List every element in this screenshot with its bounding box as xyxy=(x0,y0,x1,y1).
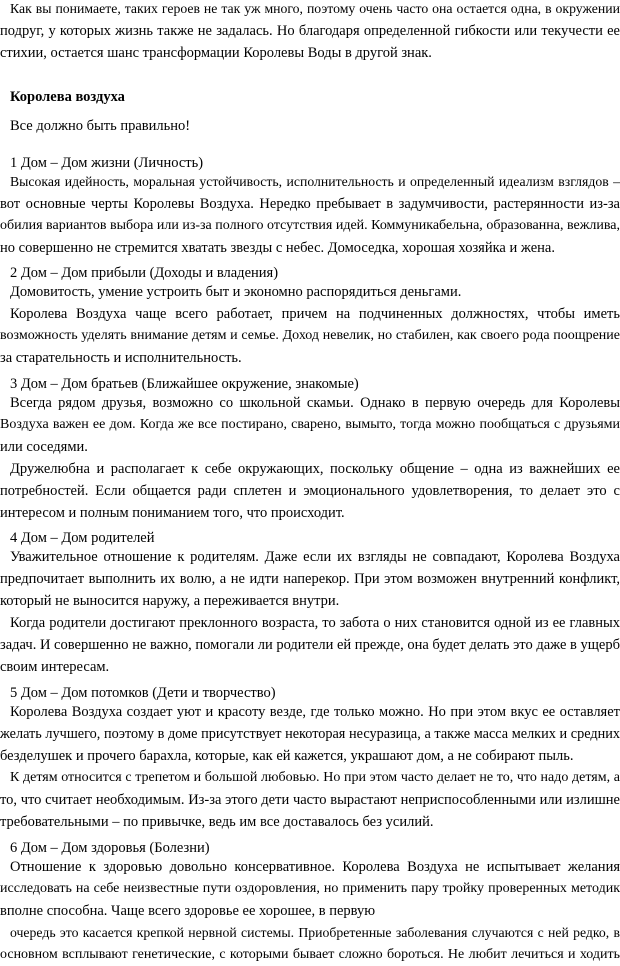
text-line: но совершенно не стремится хватать звезды с небес. Домоседка, хорошая хозяйка и жена. xyxy=(0,240,555,256)
text-line: Домовитость, умение устроить быт и экономно распорядиться деньгами. xyxy=(10,284,462,300)
text-line: Уважительное отношение к родителям. Даже если их взгляды не совпадают, Королева Воздуха xyxy=(10,549,620,565)
text-line: то, что считает необходимым. Из-за этого дети часто вырастают неприспособленными или излишне xyxy=(0,792,620,808)
text-line: задач. И совершенно не важно, помогали ли родители ей прежде, она будет делать это даже в ущерб xyxy=(0,637,620,653)
text-line: Королева Воздуха чаще всего работает, причем на подчиненных должностях, чтобы иметь xyxy=(10,306,620,322)
text-line: Воздуха важен ее дом. Когда же все постирано, сварено, вымыто, тогда можно пообщаться с друзьями xyxy=(0,417,620,432)
text-line: обилия вариантов выбора или из-за полного отсутствия идей. Коммуникабельна, образованна, вежлива, xyxy=(0,218,620,233)
text-line: своим интересам. xyxy=(0,659,110,675)
text-line: Высокая идейность, моральная устойчивость, исполнительность и определенный идеализм взглядов – xyxy=(10,174,620,189)
text-line: вот основные черты Королевы Воздуха. Нередко пребывает в задумчивости, растерянности из-за xyxy=(0,196,620,212)
text-line: который не выносится наружу, а переживается внутри. xyxy=(0,593,340,609)
text-line: очередь это касается крепкой нервной системы. Приобретенные заболевания случаются с ней редко, в xyxy=(10,925,620,940)
house-heading: 5 Дом – Дом потомков (Дети и творчество) xyxy=(10,685,276,701)
text-line: Королева Воздуха создает уют и красоту везде, где только можно. Но при этом вкус ее оставляет xyxy=(10,704,620,720)
text-line: возможность уделять внимание детям и семье. Доход невелик, но стабилен, как своего рода поощрение xyxy=(0,328,620,343)
text-line: требовательными – по привычке, ведь им все доставалось без усилий. xyxy=(0,814,434,830)
text-line: безделушек и прочего барахла, которые, как ей кажется, украшают дом, а не собирают пыль. xyxy=(0,748,574,764)
text-line: желать лучшего, поэтому в доме присутствует некоторая несуразица, а также масса мелких и средних xyxy=(0,726,620,742)
text-line: за старательность и исполнительность. xyxy=(0,350,242,366)
house-heading: 3 Дом – Дом братьев (Ближайшее окружение, знакомые) xyxy=(10,376,359,392)
text-line: Как вы понимаете, таких героев не так уж много, поэтому очень часто она остается одна, в окружении xyxy=(10,1,620,16)
text-line: интересом и полным пониманием того, что происходит. xyxy=(0,505,345,521)
house-heading: 6 Дом – Дом здоровья (Болезни) xyxy=(10,840,210,856)
text-line: Отношение к здоровью довольно консервативное. Королева Воздуха не испытывает желания xyxy=(10,859,620,875)
section-heading: Королева воздуха xyxy=(10,89,125,105)
text-line: стихии, остается шанс трансформации Королевы Воды в другой знак. xyxy=(0,45,432,61)
house-heading: 4 Дом – Дом родителей xyxy=(10,530,155,546)
text-line: предпочитает выполнить их волю, а не идти наперекор. При этом возможен внутренний конфликт, xyxy=(0,571,620,587)
text-line: К детям относится с трепетом и большой любовью. Но при этом часто делает не то, что надо детям, а xyxy=(10,770,620,785)
text-line: исследовать на себе неизвестные пути оздоровления, но применить пару тройку проверенных методик xyxy=(0,881,620,896)
text-line: основном всплывают генетические, с которыми бывает сложно бороться. Не любит лечиться и ходить xyxy=(0,947,620,962)
text-line: или соседями. xyxy=(0,439,88,455)
text-line: Всегда рядом друзья, возможно со школьной скамьи. Однако в первую очередь для Королевы xyxy=(10,395,620,411)
text-line: Дружелюбна и располагает к себе окружающих, поскольку общение – одна из важнейших ее xyxy=(10,461,620,477)
text-line: потребностей. Если общается ради сплетен и эмоционального удовлетворения, то делает это с xyxy=(0,483,620,499)
house-heading: 2 Дом – Дом прибыли (Доходы и владения) xyxy=(10,265,279,281)
text-line: подруг, у которых жизнь также не задалась. Но благодаря определенной гибкости или текучести ее xyxy=(0,23,620,39)
text-line: Когда родители достигают преклонного возраста, то забота о них становится одной из ее главных xyxy=(10,615,620,631)
subtitle: Все должно быть правильно! xyxy=(10,118,191,134)
house-heading: 1 Дом – Дом жизни (Личность) xyxy=(10,155,204,171)
text-line: вполне способна. Чаще всего здоровье ее хорошее, в первую xyxy=(0,903,376,919)
